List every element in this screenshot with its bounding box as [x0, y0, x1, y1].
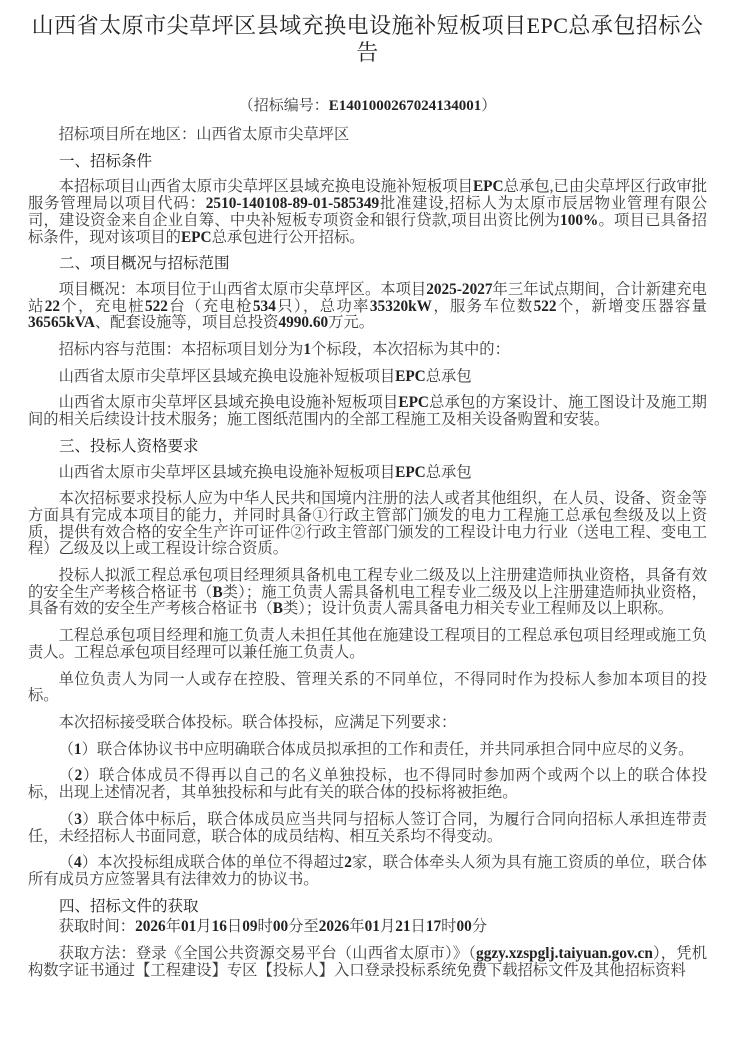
text: 工程总承包项目经理和施工负责人未担任其他在施建设工程项目的工程总承包项目经理或施工负责人。工程总承包项目经理可以兼任施工负责人。 [28, 627, 707, 661]
paragraph [28, 628, 707, 661]
section-heading [28, 154, 707, 171]
paragraph [28, 768, 707, 801]
text: 年 [349, 918, 365, 936]
text: 日 [410, 918, 426, 936]
bold-text: 00 [272, 918, 289, 936]
bold-text: 22 [44, 297, 61, 315]
bold-text: EPC [395, 463, 426, 481]
bold-text: 100% [560, 211, 599, 229]
bold-text: B [272, 600, 283, 618]
text: ，服务车位数 [431, 297, 534, 315]
text: 月 [196, 918, 212, 936]
text: 总承包 [425, 367, 472, 385]
bold-text: EPC [472, 178, 504, 196]
paragraph [28, 812, 707, 845]
text: 类）；设计负责人需具备电力相关专业工程师及以上职称。 [282, 600, 674, 618]
text: 总承包的方案设计、施工图设计及施工期间的相关后续设计技术服务；施工图纸范围内的全部工程施工及相关设备购置和安装。 [28, 394, 707, 429]
text: 类）；施工负责人需具备机电工程专业二级及以上注册建造师执业资格，具备有效的安全生产考核合格证书（ [28, 583, 707, 618]
text: （ [58, 810, 75, 828]
bold-text: 17 [425, 918, 442, 936]
text: 获取时间： [58, 918, 136, 936]
paragraph [28, 855, 707, 888]
text: 月 [379, 918, 396, 936]
text: ）联合体成员不得再以自己的名义单独投标，也不得同时参加两个或两个以上的联合体投标，出现上述情况者，其单独投标和与此有关的联合体的投标将被拒绝。 [28, 767, 707, 802]
text: 分至 [288, 918, 319, 936]
text: 本次招标要求投标人应为中华人民共和国境内注册的法人或者其他组织，在人员、设备、资金等方面具有完成本项目的能力，并同时具备①行政主管部门颁发的电力工程施工总承包叁级及以上资质，提供有效合格的安全生产许可证件②行政主管部门颁发的工程设计电力行业（送电工程、变电工程）乙级及以上或工程设计综合资质。 [28, 490, 707, 558]
bold-text: 2510-140108-89-01-585349 [205, 195, 380, 213]
text: 家，联合体牵头人须为具有施工资质的单位，联合体所有成员方应签署具有法律效力的协议书。 [28, 854, 707, 888]
bold-text: 1 [303, 341, 312, 359]
text: ）联合体协议书中应明确联合体成员拟承担的工作和责任，并共同承担合同中应尽的义务。 [81, 740, 694, 758]
text: 单位负责人为同一人或存在控股、管理关系的不同单位，不得同时作为投标人参加本项目的投标。 [28, 670, 707, 705]
bold-text: 35320kW [369, 297, 432, 315]
text: 台（充电枪 [167, 297, 253, 315]
paragraph [28, 491, 707, 558]
text: 一、招标条件 [59, 152, 153, 170]
bold-text: B [212, 583, 223, 601]
paragraph [28, 465, 707, 482]
paragraph [28, 672, 707, 705]
bold-text: 01 [181, 918, 197, 936]
text: 本次招标接受联合体投标。联合体投标，应满足下列要求： [58, 713, 457, 731]
bold-text: 2025-2027 [426, 280, 493, 298]
text: 四、招标文件的获取 [59, 897, 199, 915]
text: 投标人拟派工程总承包项目经理须具备机电工程专业二级及以上注册建造师执业资格，具备有效的安全生产考核合格证书（ [28, 567, 707, 601]
text: 个，新增变压器容量 [556, 297, 707, 315]
text: 万元。 [328, 314, 375, 332]
text: 年三年试点期间，合计新建充电站 [28, 280, 707, 315]
bold-text: 2026 [135, 918, 166, 936]
text: 二、项目概况与招标范围 [59, 255, 230, 273]
paragraph [28, 369, 707, 386]
bold-text: 522 [533, 297, 557, 315]
text: 招标内容与范围：本招标项目划分为 [58, 341, 304, 359]
section-heading [28, 899, 707, 916]
text: 山西省太原市尖草坪区县域充换电设施补短板项目 [58, 463, 396, 481]
paragraph [28, 919, 707, 936]
page-title: 山西省太原市尖草坪区县域充换电设施补短板项目EPC总承包招标公告 [31, 13, 704, 65]
bold-text: EPC [398, 394, 429, 412]
bold-text: EPC [180, 228, 212, 246]
bold-text: 1 [73, 740, 82, 758]
section-heading [28, 439, 707, 456]
section-heading [28, 256, 707, 273]
paragraph [28, 742, 707, 759]
text: （ [58, 740, 74, 758]
bold-text: 01 [364, 918, 380, 936]
text: ）联合体中标后，联合体成员应当共同与招标人签订合同，为履行合同向招标人承担连带责任，未经招标人书面同意，联合体的成员结构、相互关系均不得变动。 [28, 810, 707, 845]
bold-text: ggzy.xzspglj.taiyuan.gov.cn [476, 945, 653, 963]
text: 。项目已具备招标条件，现对该项目的 [28, 211, 707, 246]
text: 批准建设,招标人为太原市辰居物业管理有限公司，建设资金来自企业自筹、中央补短板专项资金和银行贷款,项目出资比例为 [28, 195, 707, 229]
bold-text: 2 [74, 767, 83, 785]
text: 时 [441, 918, 457, 936]
bold-text: 09 [242, 918, 258, 936]
tender-code [28, 94, 707, 115]
bold-text: EPC [395, 367, 426, 385]
paragraph [28, 946, 707, 979]
paragraph [28, 342, 707, 359]
bold-text: 4 [74, 854, 82, 872]
text: 时 [257, 918, 273, 936]
text: 个标段，本次招标为其中的： [311, 341, 510, 359]
text: ）本次投标组成联合体的单位不得超过 [81, 854, 345, 872]
text: 个，充电桩 [60, 297, 145, 315]
text: 本招标项目山西省太原市尖草坪区县域充换电设施补短板项目 [58, 178, 473, 196]
text: （ [58, 767, 75, 785]
paragraph [28, 127, 707, 144]
text: 招标项目所在地区：山西省太原市尖草坪区 [58, 126, 350, 143]
tender-code-suffix: ） [481, 98, 497, 114]
paragraph [28, 179, 707, 246]
bold-text: 3 [74, 810, 82, 828]
text: 三、投标人资格要求 [59, 437, 199, 455]
bold-text: 36565kVA [28, 314, 95, 332]
bold-text: 21 [395, 918, 411, 936]
text: 总承包进行公开招标。 [211, 228, 365, 246]
bold-text: 2 [344, 854, 352, 872]
paragraph [28, 395, 707, 428]
tender-code-prefix: （招标编号： [238, 98, 329, 114]
text: 总承包,已由尖草坪区行政审批服务管理局以项目代码： [28, 178, 707, 213]
text: 总承包 [425, 463, 472, 481]
text: 获取方法：登录《全国公共资源交易平台（山西省太原市）》（ [58, 945, 477, 963]
tender-code-value: E1401000267024134001 [328, 98, 482, 114]
bold-text: 2026 [318, 918, 350, 936]
bold-text: 00 [456, 918, 472, 936]
text: （ [58, 854, 75, 872]
text: 分 [471, 918, 488, 936]
paragraph [28, 568, 707, 618]
bold-text: 534 [252, 297, 276, 315]
text: 只），总功率 [275, 297, 370, 315]
paragraph [28, 715, 707, 732]
text: ），凭机构数字证书通过【工程建设】专区【投标人】入口登录投标系统免费下载招标文件及其他招标资料 [28, 945, 707, 979]
text: 山西省太原市尖草坪区县域充换电设施补短板项目 [58, 394, 399, 412]
text: 项目概况：本项目位于山西省太原市尖草坪区。本项目 [58, 280, 427, 298]
document-body [28, 127, 707, 979]
bold-text: 4990.60 [278, 314, 329, 332]
text: 、配套设施等，项目总投资 [94, 314, 279, 332]
text: 山西省太原市尖草坪区县域充换电设施补短板项目 [58, 367, 396, 385]
text: 日 [226, 918, 243, 936]
text: 年 [165, 918, 181, 936]
bold-text: 16 [211, 918, 227, 936]
paragraph [28, 282, 707, 332]
bold-text: 522 [144, 297, 168, 315]
